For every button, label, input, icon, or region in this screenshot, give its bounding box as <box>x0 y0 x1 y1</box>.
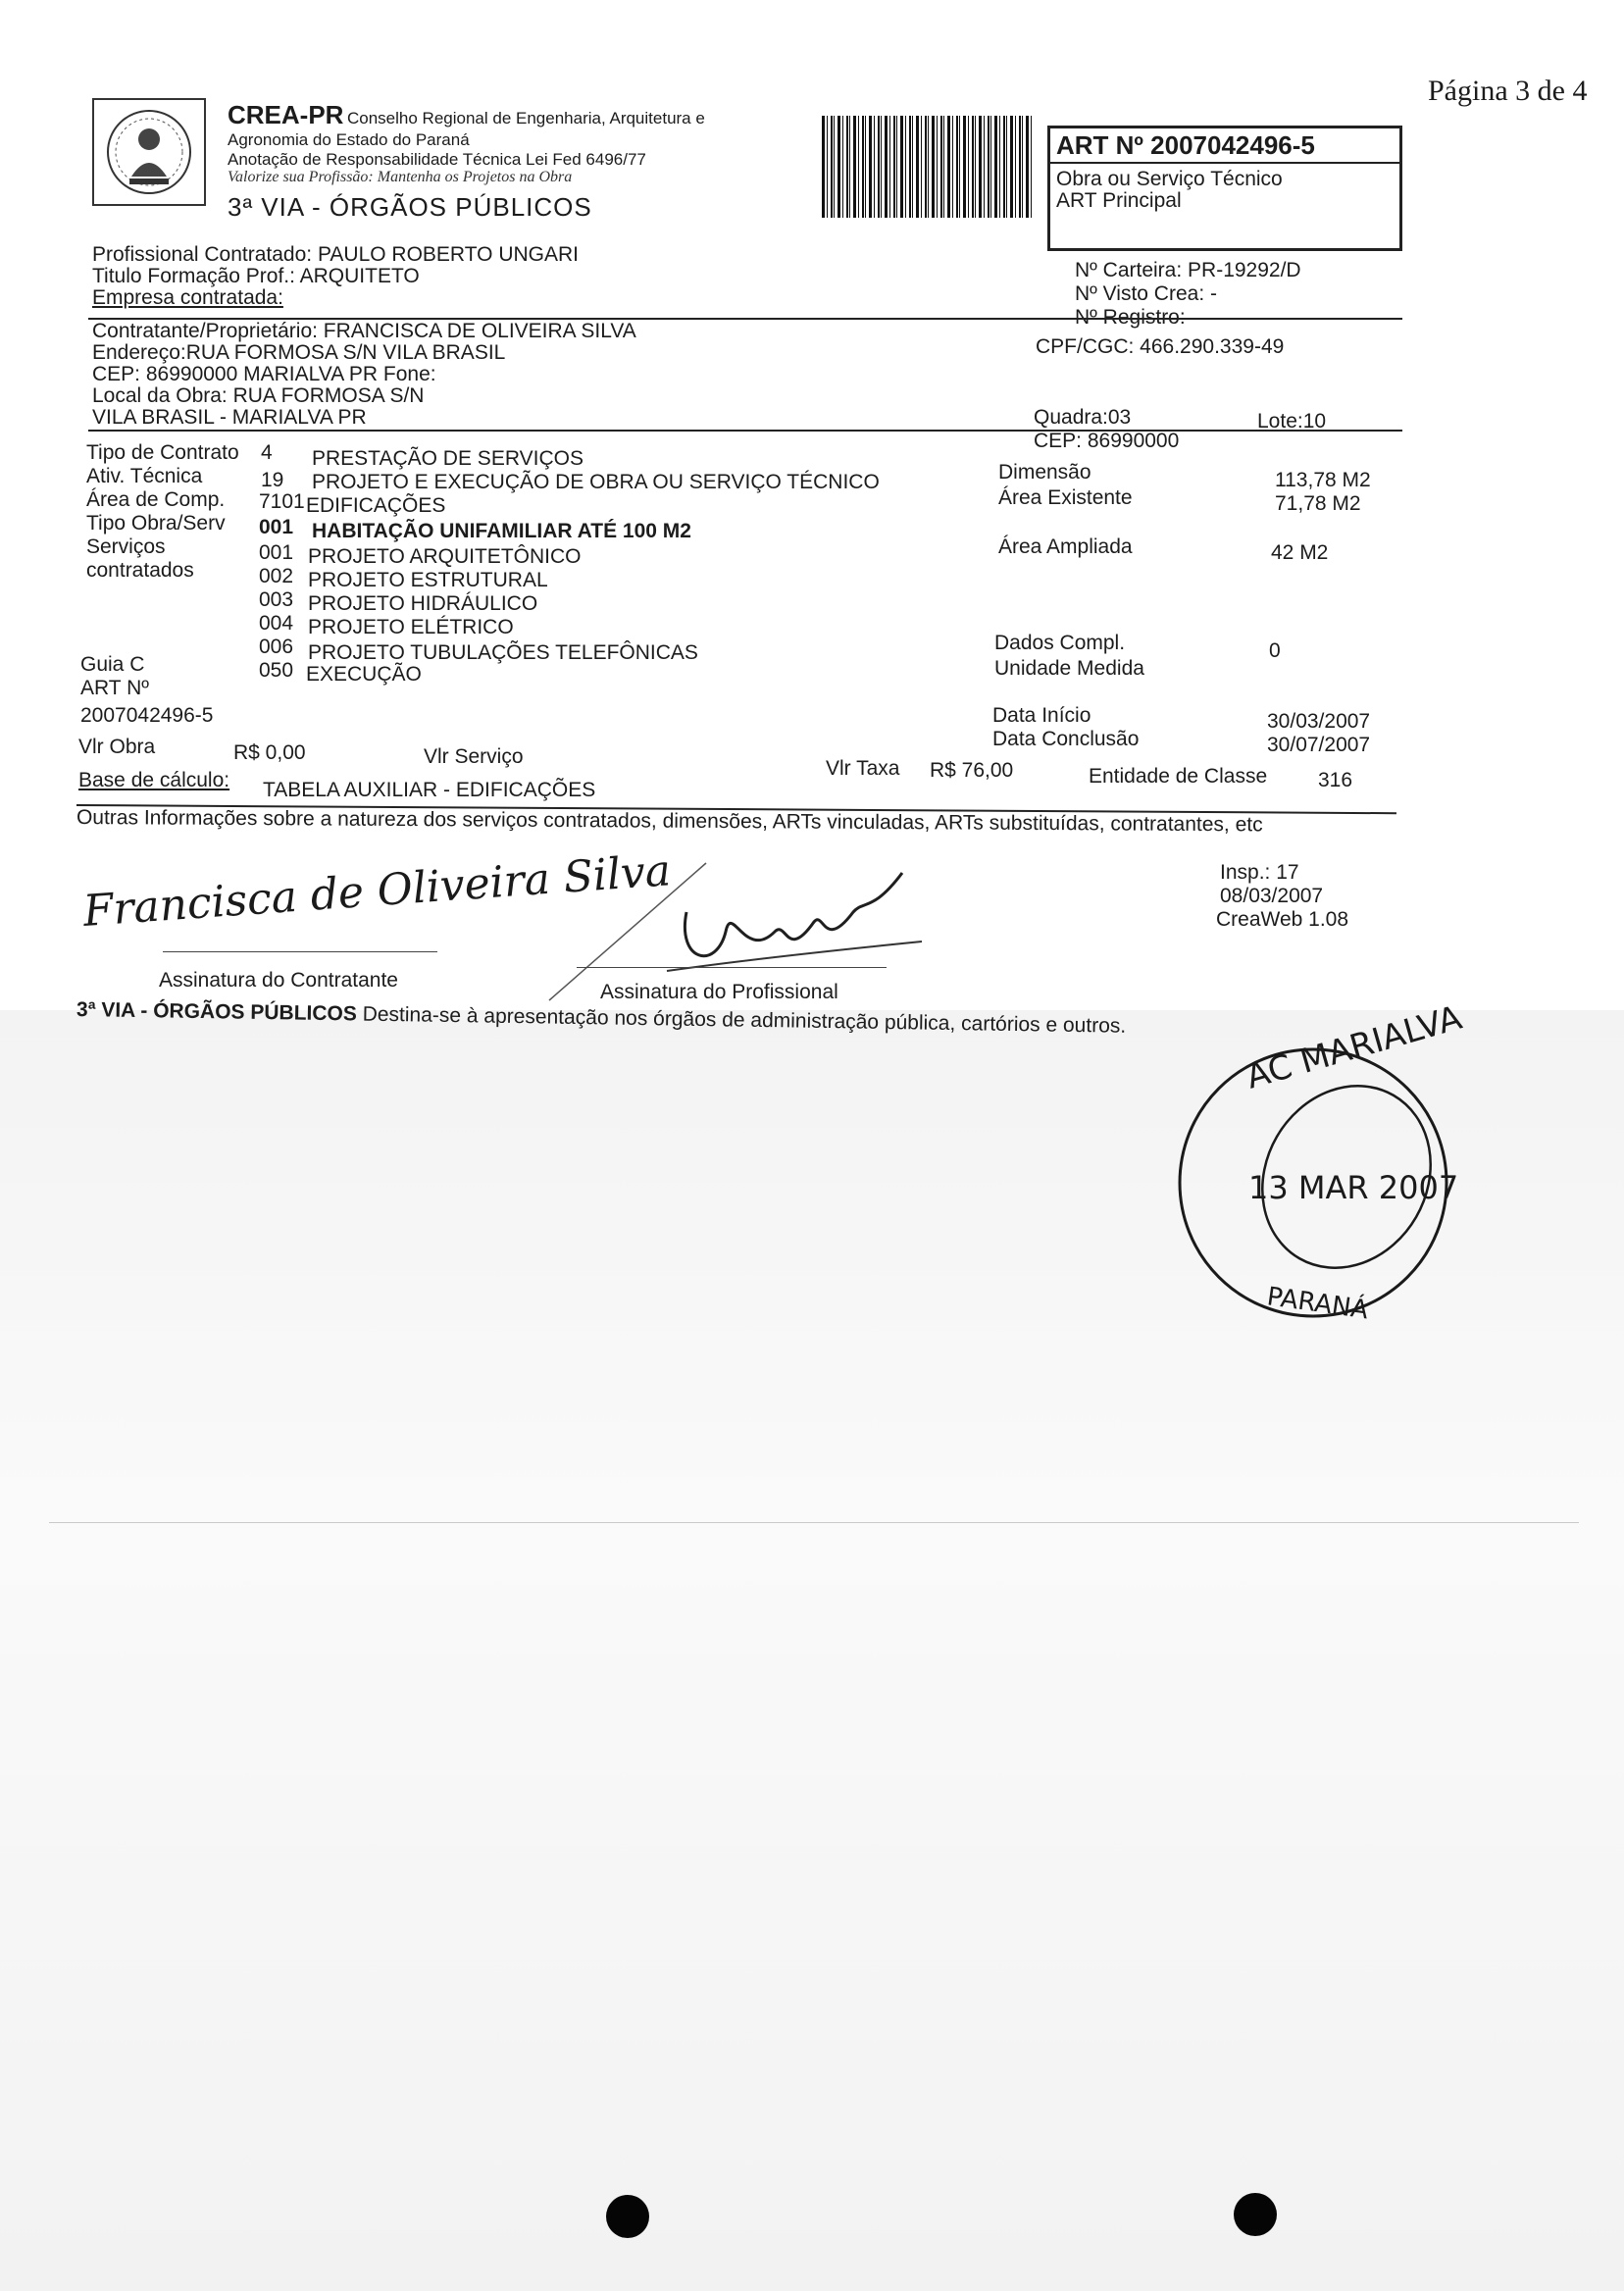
servico-code: 006 <box>259 636 294 658</box>
carteira: Nº Carteira: PR-19292/D <box>1075 259 1301 281</box>
art-no-label: ART Nº <box>80 677 149 699</box>
dados-label: Dados Compl. <box>994 632 1126 654</box>
base-value: TABELA AUXILIAR - EDIFICAÇÕES <box>263 779 596 801</box>
fold-line <box>49 1522 1579 1523</box>
art-box <box>1047 126 1402 251</box>
contractor-cpf: CPF/CGC: 466.290.339-49 <box>1036 335 1285 358</box>
area-value: EDIFICAÇÕES <box>306 494 446 517</box>
art-number: ART Nº 2007042496-5 <box>1056 130 1315 160</box>
servico-code: 050 <box>259 659 294 682</box>
area-existente-label: Área Existente <box>998 486 1133 509</box>
crea-logo <box>92 98 206 206</box>
tipo-obra-label: Tipo Obra/Serv <box>86 512 226 535</box>
slogan: Valorize sua Profissão: Mantenha os Projetos na Obra <box>228 169 573 185</box>
dados-value: 0 <box>1269 639 1281 662</box>
data-inicio-value: 30/03/2007 <box>1267 710 1371 733</box>
entidade-value: 316 <box>1318 769 1353 791</box>
servicos-label: Serviços <box>86 535 166 558</box>
stamp-top: AC MARIALVA <box>1242 997 1466 1097</box>
contractor-signature-line <box>163 951 437 952</box>
council-line2: Agronomia do Estado do Paraná <box>228 130 470 149</box>
company-label: Empresa contratada: <box>92 286 283 309</box>
postal-stamp <box>1172 997 1466 1334</box>
crea-title: CREA-PR <box>228 100 344 129</box>
servico-code: 004 <box>259 612 294 635</box>
data-conclusao-label: Data Conclusão <box>992 728 1140 750</box>
professional-signature-line <box>577 967 887 968</box>
servico-code: 002 <box>259 565 294 587</box>
registro: Nº Registro: <box>1075 306 1186 329</box>
footer-text: Destina-se à apresentação nos órgãos de administração pública, cartórios e outros. <box>362 1002 1127 1038</box>
servico-name: PROJETO TUBULAÇÕES TELEFÔNICAS <box>308 641 698 664</box>
footer-via: 3ª VIA - ÓRGÃOS PÚBLICOS <box>76 998 358 1026</box>
stamp-date: 13 MAR 2007 <box>1248 1169 1459 1206</box>
servico-name: PROJETO HIDRÁULICO <box>308 592 538 615</box>
contractor-signature <box>78 845 673 961</box>
tipo-contrato-label: Tipo de Contrato <box>86 441 239 464</box>
contractor-signature-text: Francisca de Oliveira Silva <box>81 845 673 937</box>
servicos-label-2: contratados <box>86 559 194 582</box>
punch-hole-left <box>606 2195 649 2238</box>
ativ-code: 19 <box>261 469 284 491</box>
vlr-obra-value: R$ 0,00 <box>233 741 306 764</box>
tipo-contrato-value: PRESTAÇÃO DE SERVIÇOS <box>312 447 584 470</box>
law-line: Anotação de Responsabilidade Técnica Lei Fed 6496/77 <box>228 150 646 169</box>
vlr-taxa-label: Vlr Taxa <box>826 757 900 780</box>
art-number-cell <box>1050 128 1399 164</box>
barcode <box>822 116 1034 218</box>
insp-number: Insp.: 17 <box>1220 861 1299 884</box>
dimensao-label: Dimensão <box>998 461 1091 484</box>
contractor-name: Contratante/Proprietário: FRANCISCA DE OLIVEIRA SILVA <box>92 320 636 342</box>
base-label: Base de cálculo: <box>78 769 230 791</box>
professional-title: Titulo Formação Prof.: ARQUITETO <box>92 265 420 287</box>
site-cep: CEP: 86990000 <box>1034 430 1180 452</box>
site-quadra: Quadra:03 <box>1034 406 1132 429</box>
other-info: Outras Informações sobre a natureza dos serviços contratados, dimensões, ARTs vinculadas, ARTs substituídas, contratantes, etc <box>76 806 1263 837</box>
area-ampliada-label: Área Ampliada <box>998 535 1133 558</box>
art-type-line1: Obra ou Serviço Técnico <box>1056 168 1283 190</box>
tipo-contrato-code: 4 <box>261 441 273 464</box>
unidade-label: Unidade Medida <box>994 657 1144 680</box>
entidade-label: Entidade de Classe <box>1089 765 1268 788</box>
site-lote: Lote:10 <box>1257 410 1327 433</box>
stamp-bottom: PARANÁ <box>1265 1282 1371 1326</box>
servico-name: PROJETO ARQUITETÔNICO <box>308 545 582 568</box>
guia-label: Guia C <box>80 653 145 676</box>
area-existente-value: 71,78 M2 <box>1275 492 1361 515</box>
servico-name: EXECUÇÃO <box>306 663 422 686</box>
area-label: Área de Comp. <box>86 488 226 511</box>
tipo-obra-code: 001 <box>259 516 294 538</box>
site-district: VILA BRASIL - MARIALVA PR <box>92 406 367 429</box>
data-inicio-label: Data Início <box>992 704 1091 727</box>
contractor-address: Endereço:RUA FORMOSA S/N VILA BRASIL <box>92 341 506 364</box>
visto-crea: Nº Visto Crea: - <box>1075 282 1217 305</box>
punch-hole-right <box>1234 2193 1277 2236</box>
site-address: Local da Obra: RUA FORMOSA S/N <box>92 384 425 407</box>
servico-code: 003 <box>259 588 294 611</box>
professional-signature-label: Assinatura do Profissional <box>600 981 838 1003</box>
contractor-signature-label: Assinatura do Contratante <box>159 969 398 992</box>
art-no-value: 2007042496-5 <box>80 704 214 727</box>
ativ-value: PROJETO E EXECUÇÃO DE OBRA OU SERVIÇO TÉCNICO <box>312 471 880 493</box>
council-line1: Conselho Regional de Engenharia, Arquitetura e <box>347 109 705 127</box>
servico-name: PROJETO ESTRUTURAL <box>308 569 548 591</box>
vlr-taxa-value: R$ 76,00 <box>930 759 1014 782</box>
vlr-obra-label: Vlr Obra <box>78 736 156 758</box>
via-title: 3ª VIA - ÓRGÃOS PÚBLICOS <box>228 192 592 222</box>
area-ampliada-value: 42 M2 <box>1271 541 1329 564</box>
data-conclusao-value: 30/07/2007 <box>1267 734 1371 756</box>
creaweb-version: CreaWeb 1.08 <box>1216 908 1349 931</box>
contractor-cep: CEP: 86990000 MARIALVA PR Fone: <box>92 363 436 385</box>
servico-name: PROJETO ELÉTRICO <box>308 616 514 638</box>
professional-name: Profissional Contratado: PAULO ROBERTO UNGARI <box>92 243 580 266</box>
vlr-servico-label: Vlr Serviço <box>424 745 524 768</box>
page-number: Página 3 de 4 <box>1428 75 1588 107</box>
art-type-line2: ART Principal <box>1056 189 1182 212</box>
rule-2 <box>88 430 1402 432</box>
servico-code: 001 <box>259 541 294 564</box>
insp-date: 08/03/2007 <box>1220 885 1324 907</box>
dimensao-value: 113,78 M2 <box>1275 469 1371 491</box>
ativ-label: Ativ. Técnica <box>86 465 203 487</box>
tipo-obra-value: HABITAÇÃO UNIFAMILIAR ATÉ 100 M2 <box>312 520 691 542</box>
area-code: 7101 <box>259 490 305 513</box>
